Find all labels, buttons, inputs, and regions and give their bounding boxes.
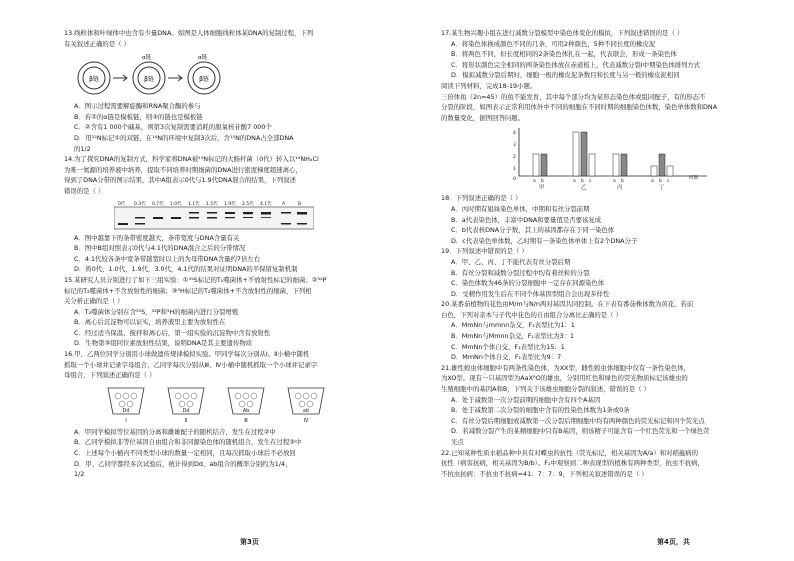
question-stem: 得到了DNA分带的图示结果，其中A组表示0代与1.9代DNA混合的结果，下列叙述 xyxy=(64,176,297,185)
chart-group-label: 丙 xyxy=(617,185,623,191)
question-20 xyxy=(441,299,774,363)
bucket-letters: Dd xyxy=(122,407,130,414)
gel-lane-label: 0.7代 xyxy=(152,201,164,207)
bucket-letters: Ab xyxy=(242,407,250,414)
bar-chart xyxy=(511,126,711,190)
chart-sub-label: b xyxy=(581,179,584,185)
option-a: A．T₂噬菌体分别在含³⁵S、³²P和³H的细菌内进行分裂增殖 xyxy=(74,307,239,316)
dna-replication-diagram xyxy=(64,52,234,98)
reading-material: 分裂的阶段，如图表示正常利用体外中不同的细胞在不同时期的细胞染色体数，染色单体数和DNA xyxy=(441,103,718,112)
option-b: B．离心后沉淀物可以证实，培养液里主要为放射性在 xyxy=(74,318,226,327)
svg-text:1: 1 xyxy=(513,167,516,173)
question-stem: 为唯一氮源的培养液中培养，提取不同培养时期细菌的DNA进行密度梯度超速离心， xyxy=(64,165,302,174)
option-a: A．MmNn与mmnn杂交，F₁表型比为1：1 xyxy=(451,321,575,330)
question-stem: 生殖细胞中的基因A和B，下列关于该雄虫细胞分裂的叙述，错误的是（ ） xyxy=(441,385,650,394)
question-stem: 白色，下列对亲本与子代中花色的自由组合分离比正确的是（ ） xyxy=(441,310,622,319)
option-c: C．上述每个小桶内不同类型小球的数量一定相同，且每次抓取小球后不必放回 xyxy=(74,449,296,458)
strand-label: β链 xyxy=(89,76,99,84)
option-a: A．图中越靠下的条带密度越大，条带宽度与DNA含量有关 xyxy=(74,233,240,242)
option-d-cont: 光点 xyxy=(451,438,464,446)
gel-electrophoresis-diagram xyxy=(114,200,314,230)
question-14-options xyxy=(64,233,383,275)
chart-sub-label: c xyxy=(589,179,592,185)
chart-sub-label: a xyxy=(651,179,654,185)
reading-material: 的数量变化，据图回答问题。 xyxy=(441,113,525,122)
question-stem: 13.线粒体和叶绿体中也含有少量DNA。如图是人体细胞线粒体某DNA的复制过程，下列 xyxy=(64,29,314,37)
question-13-options xyxy=(64,101,383,154)
question-stem: 19．下列叙述中错误的是（ ） xyxy=(441,247,528,256)
option-c: C．②含有1 000个碱基，则第3次复制需要消耗的脱氧核苷酸7 000个 xyxy=(74,123,272,132)
question-stem: 标记的T₂噬菌体+不含放射性的细菌；③³H标记的T₂噬菌体+不含放射性的细菌，下列相 xyxy=(64,286,312,295)
reading-instruction: 阅读下列材料，完成18-19小题。 xyxy=(441,81,537,90)
question-stem: 抓取一个小球并记录字母组合，乙同学每次分别从Ⅲ、Ⅳ小桶中随机抓取一个小球并记录字 xyxy=(64,360,318,369)
option-b: B．MmNn与Mmnn杂交，F₁表型比为3：1 xyxy=(451,332,575,341)
option-a: A．甲、乙、丙、丁不能代表有丝分裂后期 xyxy=(451,257,571,266)
option-d: D．用¹⁵N标记①的双链，在¹⁴N的环境中复制3次后，含¹⁵N的DNA占全部DNA xyxy=(74,133,294,142)
option-b: B．将两色不同，但长度相同的2条染色体扎在一起，代表联会，形成一条染色体 xyxy=(451,50,677,59)
question-17 xyxy=(441,28,774,123)
gel-figure xyxy=(64,200,383,230)
option-c: C．MmNn个体自交，F₁表型比为15：1 xyxy=(451,342,565,351)
gel-lane-label: 4.1代 xyxy=(260,201,272,207)
question-14 xyxy=(64,154,383,196)
option-a: A．图示过程需要解旋酶和RNA聚合酶的参与 xyxy=(74,102,201,111)
question-stem: 16.甲、乙两位同学分别用小球做遗传规律模拟实验。甲同学每次分别从Ⅰ、Ⅱ小桶中随机 xyxy=(64,350,310,359)
question-21 xyxy=(441,363,774,448)
question-stem: 22.已知某种性质水稻品种中具有对蝶虫的抗性（荧光标记，相关基因为A/a）和对稻瘟病的 xyxy=(441,448,699,457)
option-d: D．MmNn个体自交，F₁表型比为9：7 xyxy=(451,353,562,362)
question-stem: 有关叙述正确的是（ ） xyxy=(64,39,130,48)
gel-lane-label: 0代 xyxy=(118,201,126,207)
option-d: D．受精作用发生后在不同个体基因型组合会出现多样性 xyxy=(451,289,610,298)
x-axis-label: 时期 xyxy=(689,176,698,182)
option-c: C．b代表核DNA分子数，其上的基因都存在于同一染色体 xyxy=(451,226,615,235)
bucket-label: Ⅱ xyxy=(184,417,188,424)
option-d-cont: 1/2 xyxy=(74,470,85,479)
question-18 xyxy=(441,193,774,246)
question-stem: 关分析正确的是（ ） xyxy=(64,297,124,306)
gel-lane-label: B xyxy=(298,201,302,207)
question-19 xyxy=(441,246,774,299)
dna-replication-figure xyxy=(64,52,383,98)
gel-lane-label: 1.1代 xyxy=(188,201,200,207)
chart-sub-label: b xyxy=(541,179,544,185)
bucket-label: Ⅲ xyxy=(244,417,248,424)
question-stem: 为XO型。现有一只基因型为AaXᴮO的雄虫，分别用红色和绿色的荧光物质标记该雄虫的 xyxy=(441,374,688,383)
bucket-figure xyxy=(64,384,383,424)
strand-label: β链 xyxy=(199,76,209,84)
bucket-letters: ab xyxy=(302,407,310,414)
question-stem: 抗性（病害抗病，相关基因为B/b）。F₁中观察到二种表现型的植株有两种类型，抗虫不抗病， xyxy=(441,459,704,468)
question-stem: 母组合，下列叙述正确的是（ ） xyxy=(64,371,156,380)
option-b: B．若②的α链是模板链，则③的链也是模板链 xyxy=(74,112,203,121)
gel-lane-label: 1.5代 xyxy=(206,201,218,207)
option-a: A．处于减数第一次分裂前期的细胞中含有四个A基因 xyxy=(451,395,601,404)
bucket-letters: Dd xyxy=(182,407,190,414)
question-stem: 15.某研究人员分别进行了如下三组实验：①³⁵S标记的T₂噬菌体+不放射性标记的细菌；②³²P xyxy=(64,275,327,284)
question-stem: 错误的是（ ） xyxy=(64,186,105,195)
option-a: A．甲同学模拟等位基因的分离和雌雄配子的随机结合，发生在过程②中 xyxy=(74,427,276,436)
option-b: B．乙同学模拟非等位基因自由组合和非同源染色体的随机组合，发生在过程③中 xyxy=(74,438,302,447)
question-13 xyxy=(64,28,383,49)
chart-sub-label: b xyxy=(659,179,662,185)
option-b: B．有丝分裂和减数分裂过程中均有着丝粒的分裂 xyxy=(451,268,590,277)
gel-lane-label: 2.5代 xyxy=(242,201,254,207)
option-c: C．经过适当保温、搅拌和离心后，第一组实验的沉淀物中含有放射性 xyxy=(74,328,271,337)
option-c: C．将形状颜色完全相同的两条染色体放在赤道板上，代表减数分裂Ⅰ中期染色体排列方式 xyxy=(451,60,701,69)
gel-lane-label: 1.0代 xyxy=(170,201,182,207)
option-a: A．丙时期有姐妹染色单体，中期和有丝分裂前期 xyxy=(451,204,590,213)
chart-group-label: 乙 xyxy=(581,185,587,191)
chart-sub-label: b xyxy=(621,179,624,185)
chart-group-label: 甲 xyxy=(539,185,545,191)
option-d: D．模拟减数分裂后期时，细胞一极的橡皮泥条数目和长度与另一极的橡皮泥相同 xyxy=(451,71,680,80)
chart-group-label: 丁 xyxy=(659,185,665,191)
page-number-right: 第4页，共 xyxy=(657,538,690,546)
page-number-left: 第3页 xyxy=(240,538,259,546)
question-stem: 18．下列叙述正确的是（ ） xyxy=(441,194,522,203)
question-stem: 17.某生物兴趣小组在进行减数分裂模型中染色体变化的模拟，下列叙述错误的是（ ） xyxy=(441,29,684,37)
svg-text:0: 0 xyxy=(513,177,516,183)
question-15 xyxy=(64,275,383,349)
strand-label: α链 xyxy=(198,55,208,62)
reading-material: 三倍体鱼（2n=45）的鱼不能发育，其中每个部分均为某形态染色体或组同配子，有的形态不 xyxy=(441,92,706,101)
option-c: C．染色体数为46条的分裂细胞中一定存在同源染色体 xyxy=(451,279,605,288)
question-stem: 不抗虫抗病：不抗虫不抗病=41：7：7：9，下列相关叙述错误的是（ ） xyxy=(441,469,648,478)
question-stem: 20.某番茄植物的花色由M/m与N/n两对基因共同控制。在下表有番茄株体数为黄花，若前 xyxy=(441,300,694,309)
option-d: D．若减数分裂产生的某精细胞中只有B基因，则该精子可能含有一个红色荧光和一个绿色荧 xyxy=(451,427,710,436)
gel-lane-label: 0.3代 xyxy=(134,201,146,207)
option-c: C．有丝分裂后期细胞或减数第一次分裂后期细胞中均有两种颜色的荧光标记和四个荧光点 xyxy=(451,416,705,425)
svg-text:4: 4 xyxy=(513,131,516,137)
option-a: A．将染色体换成颜色不同的几条，可用2种颜色，5种不同长度的橡皮泥 xyxy=(451,39,656,48)
strand-label: β链 xyxy=(144,76,154,84)
option-b: B．处于减数第二次分裂的细胞中含有的性染色体数为1条或0条 xyxy=(451,406,630,415)
option-c: C．4.1代较各条中宽条带越宽时以上的为母带DNA含量约7倍左右 xyxy=(74,254,261,263)
svg-text:3: 3 xyxy=(513,143,516,149)
option-d: D．生物第③组同位素放射性结果，说明DNA是其主要遗传物质 xyxy=(74,339,253,348)
option-d-cont: 的1/2 xyxy=(74,144,91,153)
gel-lane-label: 1.9代 xyxy=(224,201,236,207)
right-page xyxy=(397,0,794,561)
chart-sub-label: a xyxy=(613,179,616,185)
bucket-label: Ⅳ xyxy=(303,417,309,424)
question-16 xyxy=(64,349,383,381)
bucket-label: Ⅰ xyxy=(125,417,127,424)
chart-sub-label: a xyxy=(533,179,536,185)
option-d: D．将0代，1.0代，1.9代，3.0代，4.1代的结果对证明DNA的半保留复制机制 xyxy=(74,265,298,274)
chromosome-chart xyxy=(441,126,774,190)
option-d: D．甲、乙同学都经多次试验后，统计得到Dd、ab组合的概率分别约为1/4、 xyxy=(74,459,292,468)
question-22 xyxy=(441,448,774,480)
chart-sub-label: a xyxy=(573,179,576,185)
svg-text:2: 2 xyxy=(513,155,516,161)
gel-lane-label: A xyxy=(282,201,286,207)
option-d: D．c代表染色单体数，乙时期有一条染色体单体上有2个DNA分子 xyxy=(451,236,638,245)
strand-label: α链 xyxy=(142,55,152,62)
option-b: B．a代表染色体，丰富中DNA和要量值是否要该复成 xyxy=(451,215,602,224)
question-16-options xyxy=(64,427,383,480)
option-b: B．图中B组对照表示0代与4.1代的DNA混合之后的分带情况 xyxy=(74,244,246,253)
bucket-diagram xyxy=(104,384,344,424)
question-stem: 21.雄性蝗虫体细胞中有两条性染色体，为XX型，雌性蝗虫体细胞中仅有一条性染色体， xyxy=(441,363,690,372)
question-stem: 14.为了探究DNA的复制方式，科学家将DNA被¹⁵N标记的大肠杆菌（0代）转入以¹⁴NH₄Cl xyxy=(64,155,319,164)
chart-sub-label: c xyxy=(667,179,670,185)
